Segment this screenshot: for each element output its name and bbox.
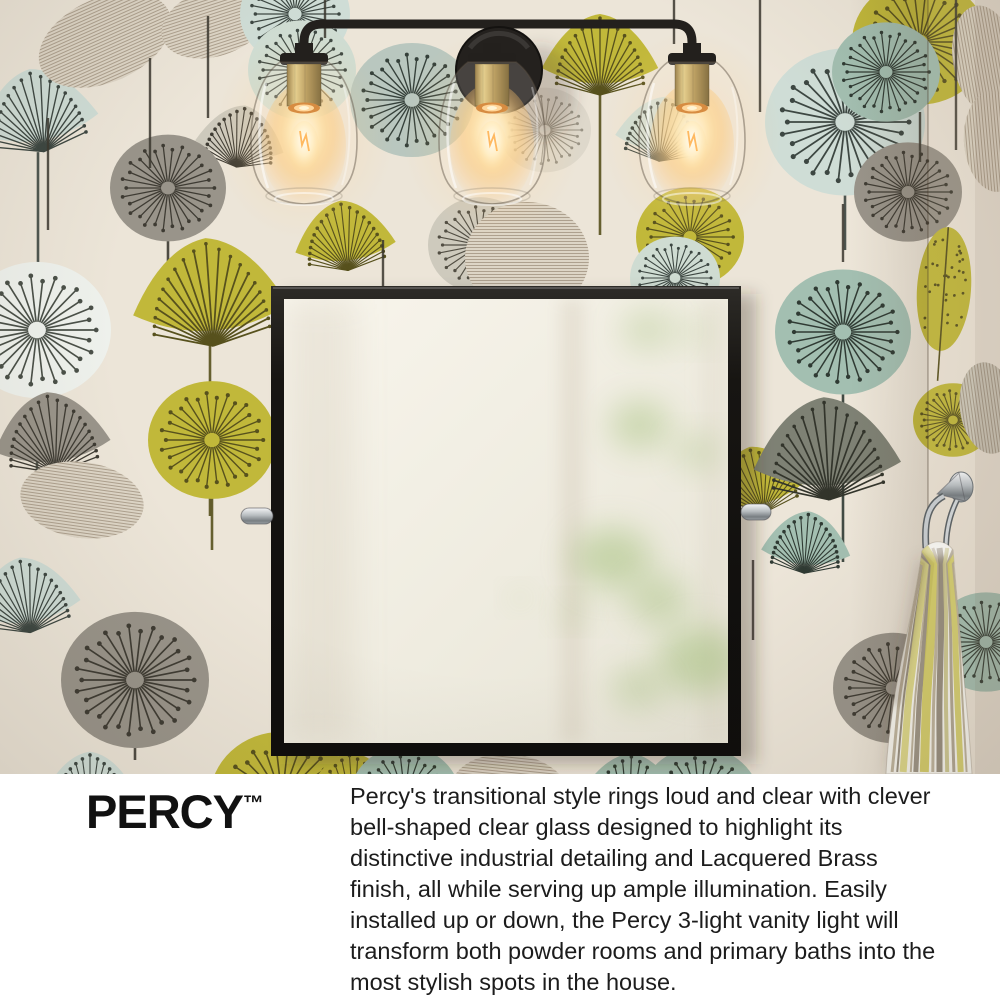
brand-name: PERCY [86, 785, 243, 838]
description-line: Percy's transitional style rings loud and clear with clever [350, 783, 931, 809]
product-description [350, 781, 980, 998]
mirror [241, 286, 771, 764]
description-line: installed up or down, the Percy 3-light vanity light will [350, 907, 899, 933]
description-line: bell-shaped clear glass designed to highlight its [350, 814, 843, 840]
vanity-light-fixture [214, 24, 782, 240]
brand-title [86, 784, 264, 839]
caption-area [0, 774, 1000, 1000]
description-line: finish, all while serving up ample illumination. Easily [350, 876, 887, 902]
description-line: transform both powder rooms and primary baths into the [350, 938, 936, 964]
description-line: most stylish spots in the house. [350, 969, 677, 995]
description-line: distinctive industrial detailing and Lacquered Brass [350, 845, 878, 871]
trademark-symbol: ™ [242, 792, 264, 815]
